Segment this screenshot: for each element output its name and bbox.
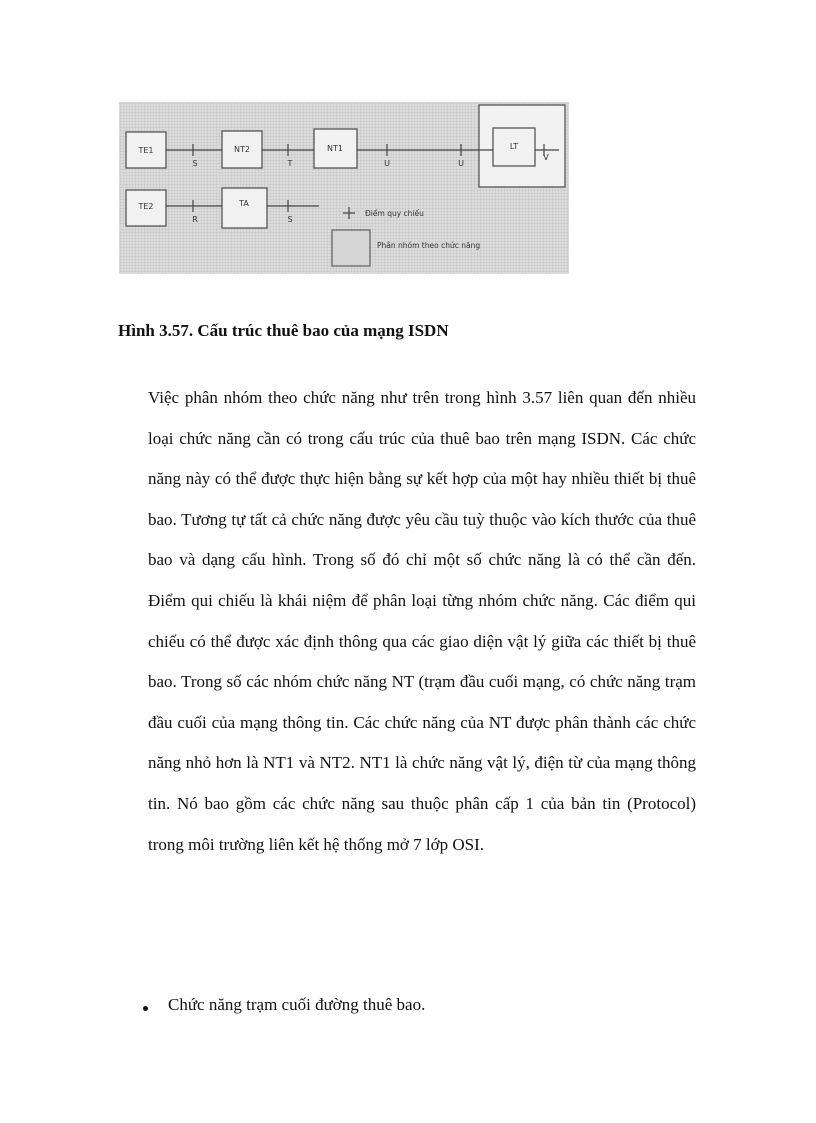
isdn-subscriber-diagram <box>119 102 569 274</box>
figure-caption: Hình 3.57. Cấu trúc thuê bao của mạng ISDN <box>118 321 449 340</box>
label-nt1: NT1 <box>327 144 343 153</box>
ref-label-u2: U <box>458 159 464 168</box>
bullet-dot-icon <box>143 1006 148 1011</box>
legend-functional-group-label: Phân nhóm theo chức năng <box>377 241 481 250</box>
ref-label-t: T <box>287 159 293 168</box>
body-paragraph: Việc phân nhóm theo chức năng như trên trong hình 3.57 liên quan đến nhiều loại chức năng cần có trong cấu trúc của thuê bao trên mạng ISDN. Các chức năng này có thể được thực hiện bằng sự kết hợp của một hay nhiều thiết bị thuê bao. Tương tự tất cả chức năng được yêu cầu tuỳ thuộc vào kích thước của thuê bao và dạng cấu hình. Trong số đó chỉ một số chức năng là có thể cần đến. Điểm qui chiếu là khái niệm để phân loại từng nhóm chức năng. Các điểm qui chiếu có thể được xác định thông qua các giao diện vật lý giữa các thiết bị thuê bao. Trong số các nhóm chức năng NT (trạm đầu cuối mạng, có chức năng trạm đầu cuối của mạng thông tin. Các chức năng của NT được phân thành các chức năng nhỏ hơn là NT1 và NT2. NT1 là chức năng vật lý, điện từ của mạng thông tin. Nó bao gồm các chức năng sau thuộc phân cấp 1 của bản tin (Protocol) trong môi trường liên kết hệ thống mở 7 lớp OSI. <box>148 388 696 854</box>
label-lt: LT <box>509 142 519 151</box>
box-ta <box>222 188 267 228</box>
list-item <box>143 995 425 1015</box>
ref-label-u1: U <box>384 159 390 168</box>
ref-label-v: V <box>543 153 549 162</box>
label-nt2: NT2 <box>234 145 250 154</box>
ref-label-s1: S <box>192 159 198 168</box>
bullet-list <box>143 995 425 1015</box>
diagram-canvas <box>119 102 569 274</box>
label-te1: TE1 <box>138 146 154 155</box>
ref-label-r: R <box>192 215 198 224</box>
legend-group-swatch <box>332 230 370 266</box>
legend-reference-point-label: Điểm quy chiếu <box>365 209 424 218</box>
list-item-text: Chức năng trạm cuối đường thuê bao. <box>168 995 426 1014</box>
label-te2: TE2 <box>138 202 154 211</box>
ref-label-s2: S <box>287 215 293 224</box>
label-ta: TA <box>239 199 249 208</box>
